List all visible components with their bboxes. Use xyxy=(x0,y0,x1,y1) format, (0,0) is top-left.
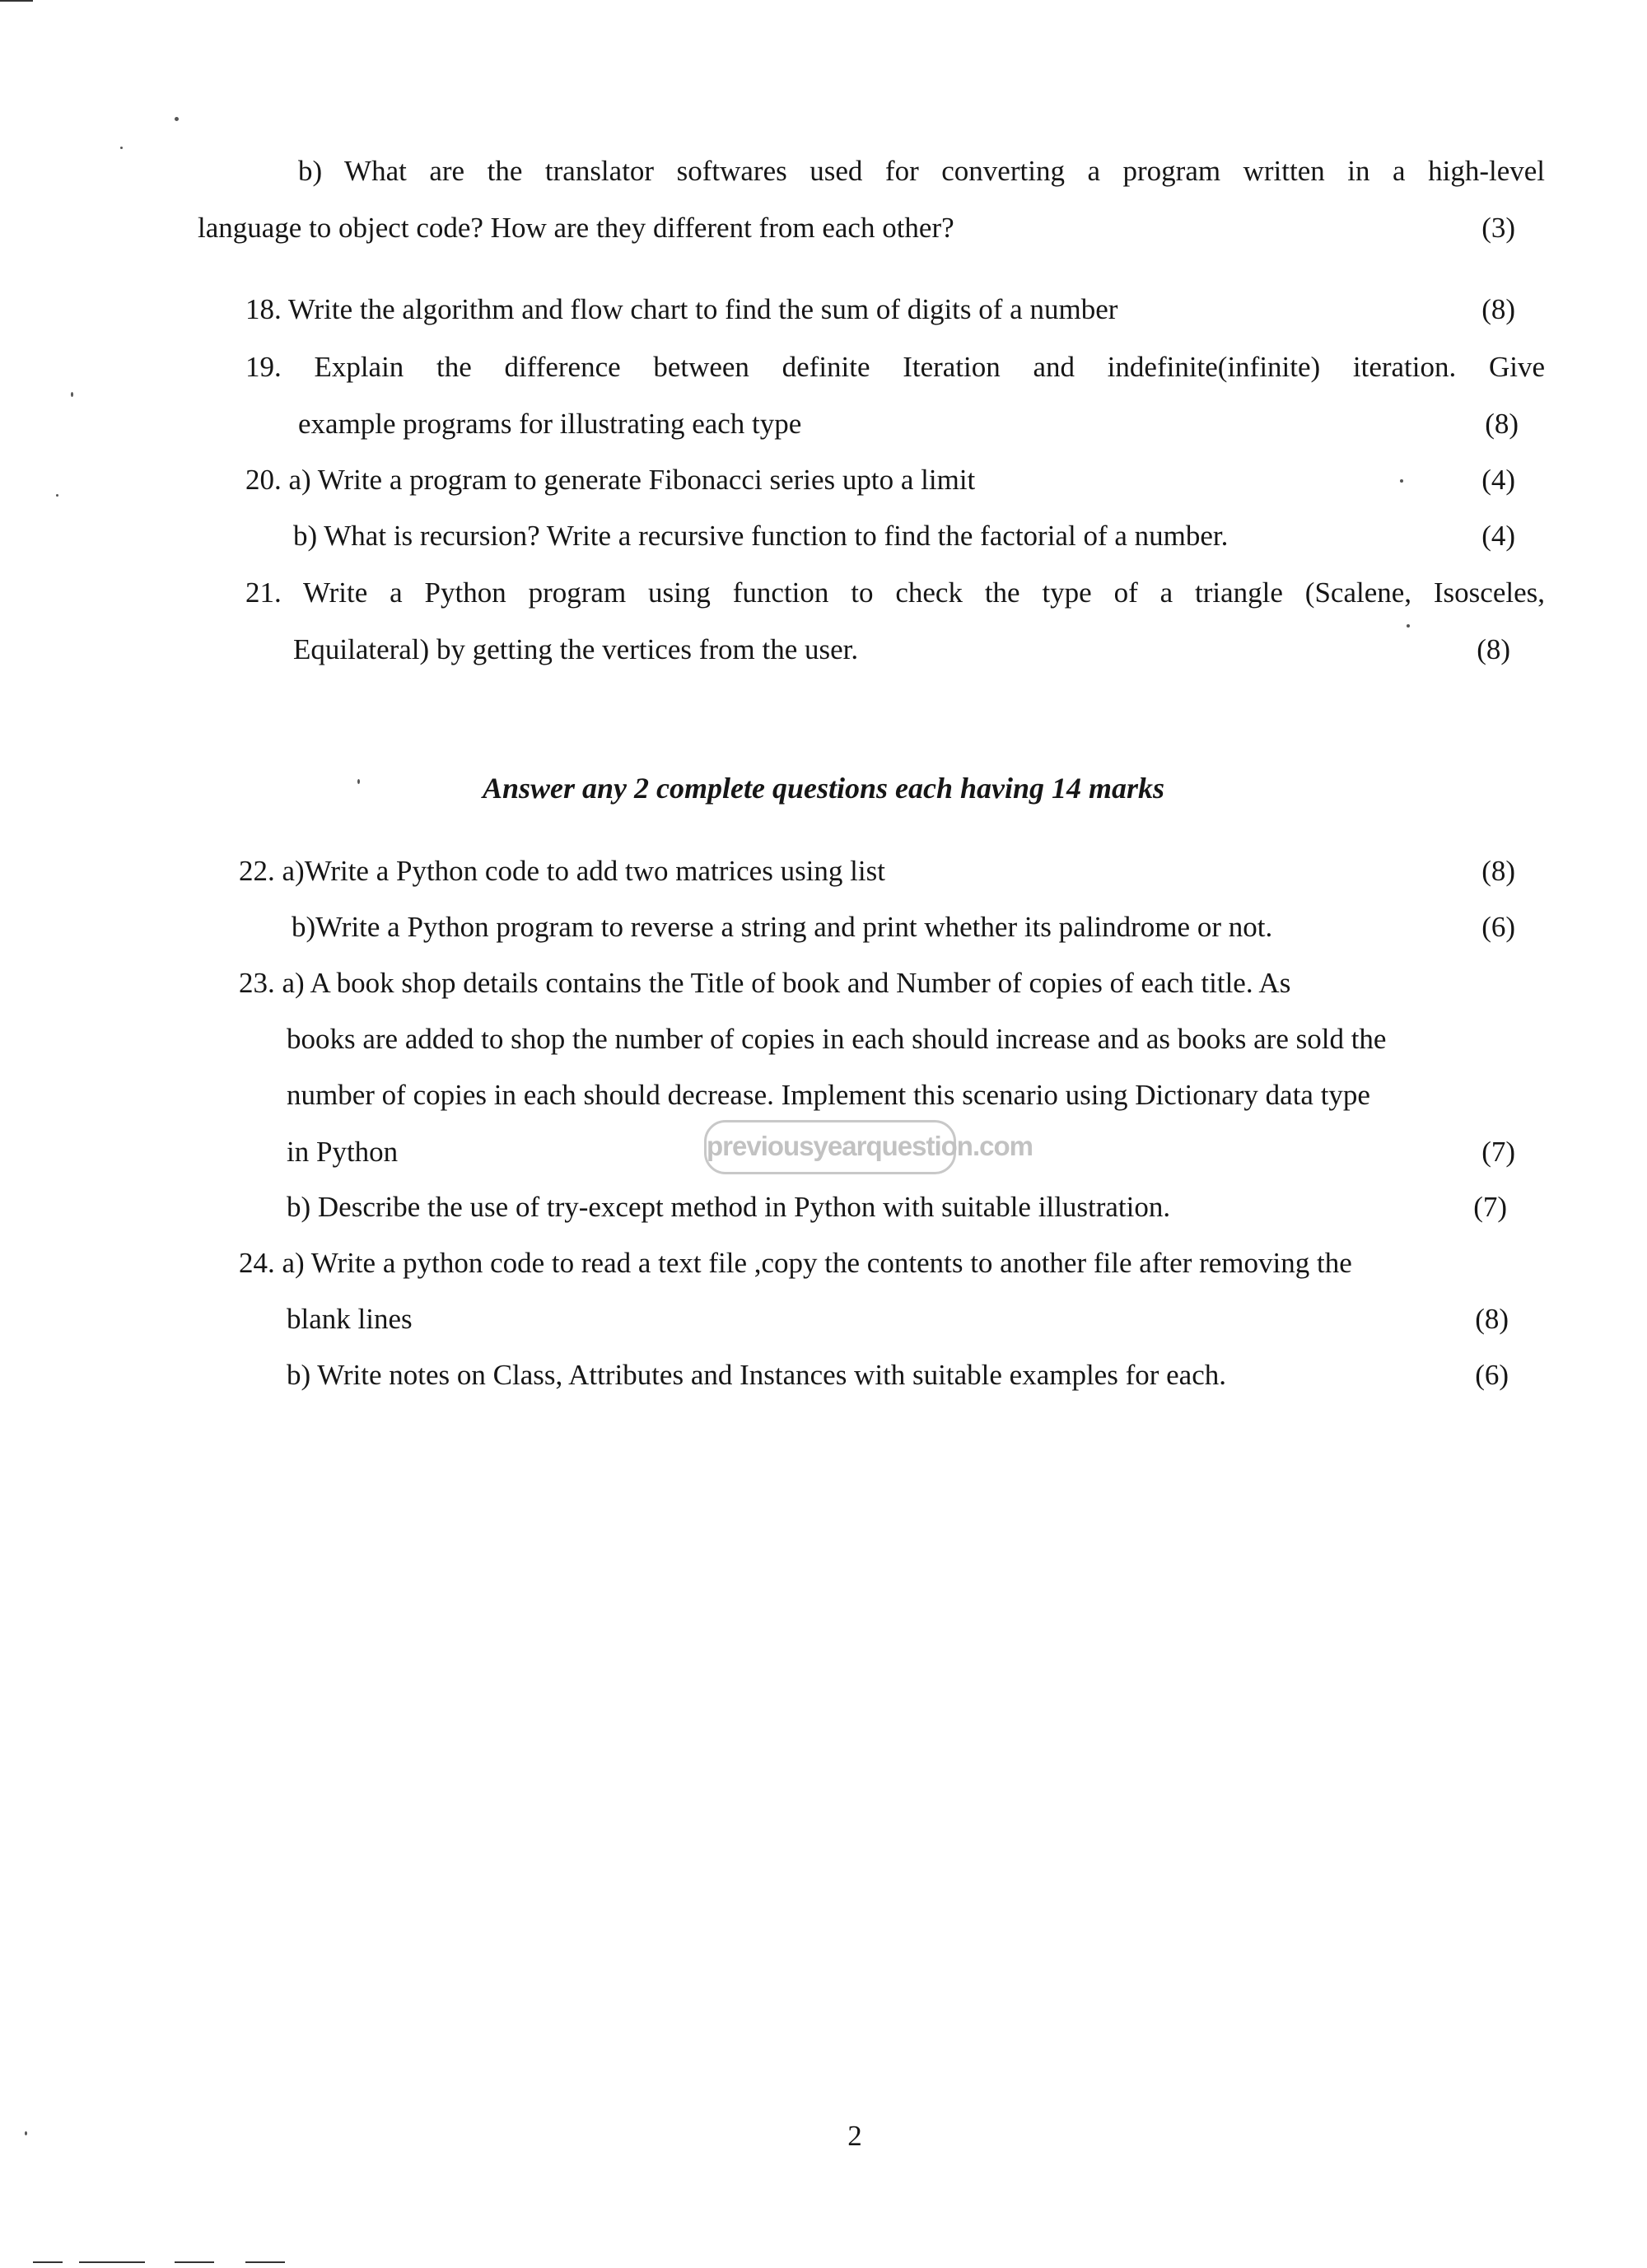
q20a-marks: (4) xyxy=(1481,464,1515,496)
scan-speck xyxy=(1400,479,1403,483)
q23a-line-4: in Python xyxy=(287,1136,399,1168)
q23a-line-3: number of copies in each should decrease. Implement this scenario using Dictionary data type xyxy=(287,1079,1370,1111)
edge-rule xyxy=(33,2261,63,2263)
q18-marks: (8) xyxy=(1481,293,1515,325)
q23a-line-2: books are added to shop the number of copies in each should increase and as books are sold the xyxy=(287,1023,1387,1055)
scan-speck xyxy=(175,117,179,121)
q23b-text: b) Describe the use of try-except method in Python with suitable illustration. xyxy=(287,1191,1171,1223)
q20b-text: b) What is recursion? Write a recursive function to find the factorial of a number. xyxy=(293,520,1229,552)
q21-marks: (8) xyxy=(1477,633,1510,665)
edge-rule xyxy=(79,2261,145,2263)
q24a-line-1: 24. a) Write a python code to read a text file ,copy the contents to another file after removing the xyxy=(239,1247,1352,1279)
q18-text: 18. Write the algorithm and flow chart to find the sum of digits of a number xyxy=(245,293,1118,325)
q24a-line-2: blank lines xyxy=(287,1303,413,1335)
q17b-line-1: b) What are the translator softwares used for converting a program written in a high-level xyxy=(298,155,1545,187)
section-heading: Answer any 2 complete questions each having 14 marks xyxy=(482,772,1165,805)
q19-marks: (8) xyxy=(1485,408,1519,440)
q20b-marks: (4) xyxy=(1481,520,1515,552)
watermark-stamp: previousyearquestion.com xyxy=(704,1120,956,1174)
q23a-line-1: 23. a) A book shop details contains the Title of book and Number of copies of each title. As xyxy=(239,967,1291,999)
q24b-text: b) Write notes on Class, Attributes and Instances with suitable examples for each. xyxy=(287,1359,1227,1391)
q22a-marks: (8) xyxy=(1481,855,1515,887)
edge-rule xyxy=(175,2261,214,2263)
scan-speck xyxy=(1407,624,1410,628)
q21-line-2: Equilateral) by getting the vertices from the user. xyxy=(293,633,859,665)
q22b-marks: (6) xyxy=(1481,911,1515,943)
scan-speck xyxy=(56,494,58,497)
edge-rule xyxy=(245,2261,285,2263)
q24a-marks: (8) xyxy=(1475,1303,1509,1335)
scan-speck xyxy=(25,2131,27,2135)
q22b-text: b)Write a Python program to reverse a string and print whether its palindrome or not. xyxy=(292,911,1273,943)
q21-line-1: 21. Write a Python program using function to check the type of a triangle (Scalene, Isosceles, xyxy=(245,576,1545,609)
q23a-marks: (7) xyxy=(1481,1136,1515,1168)
q23b-marks: (7) xyxy=(1473,1191,1507,1223)
q20a-text: 20. a) Write a program to generate Fibonacci series upto a limit xyxy=(245,464,976,496)
q19-line-1: 19. Explain the difference between definite Iteration and indefinite(infinite) iteration. Give xyxy=(245,351,1545,383)
scan-speck xyxy=(71,392,73,397)
q19-line-2: example programs for illustrating each type xyxy=(298,408,802,440)
scan-speck xyxy=(357,779,360,784)
scan-speck xyxy=(120,147,123,149)
q17b-marks: (3) xyxy=(1481,212,1515,244)
edge-rule xyxy=(0,0,33,2)
q24b-marks: (6) xyxy=(1475,1359,1509,1391)
page-number: 2 xyxy=(847,2120,862,2152)
q22a-text: 22. a)Write a Python code to add two matrices using list xyxy=(239,855,885,887)
q17b-line-2: language to object code? How are they different from each other? xyxy=(198,212,954,244)
